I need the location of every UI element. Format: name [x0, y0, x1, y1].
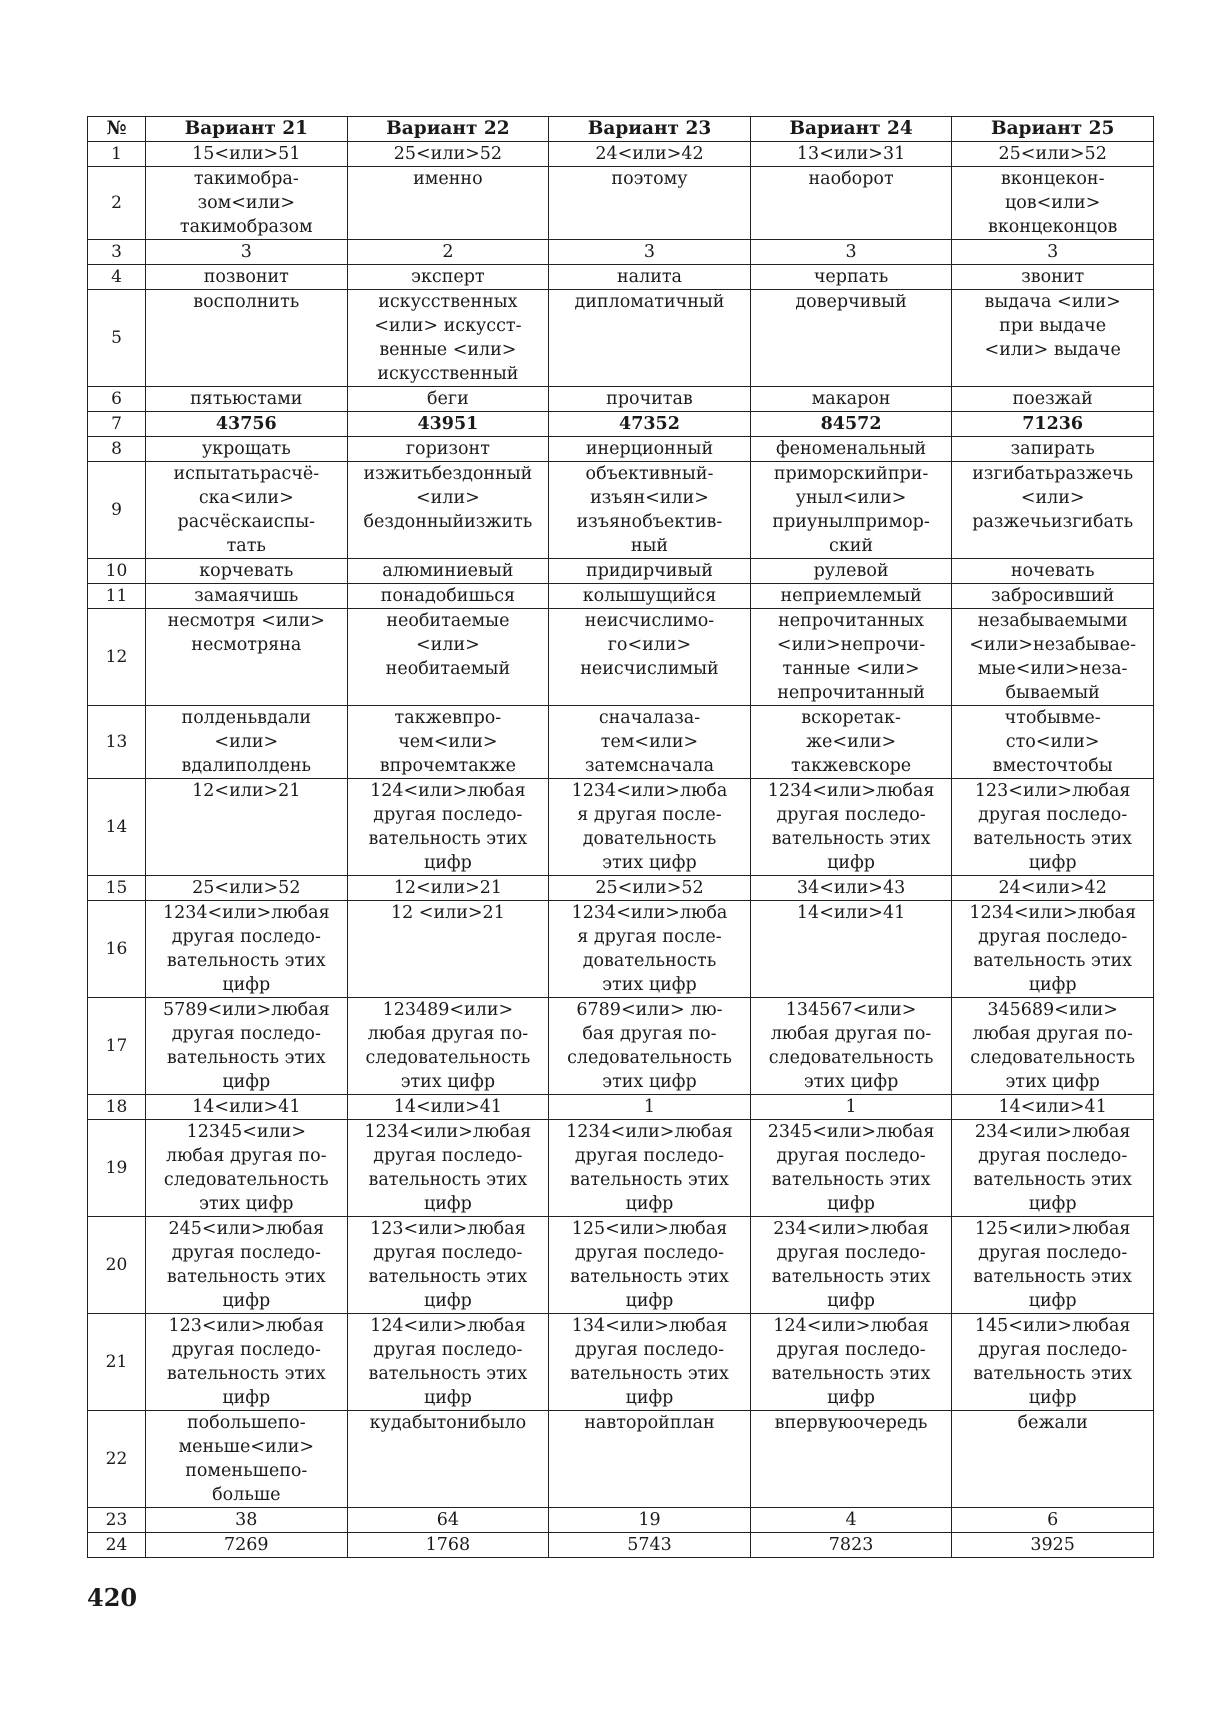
table-row: [88, 779, 1154, 876]
answer-cell-variant-25: 6: [952, 1508, 1154, 1533]
row-number-cell: 20: [88, 1217, 146, 1314]
answer-cell-variant-25: незабываемыми <или>незабывае- мые<или>неза- бываемый: [952, 609, 1154, 706]
answer-cell-variant-22: именно: [347, 167, 549, 240]
answer-cell-variant-21: укрощать: [146, 437, 348, 462]
answer-cell-variant-24: 3: [750, 240, 952, 265]
table-row: [88, 167, 1154, 240]
answer-cell-variant-22: эксперт: [347, 265, 549, 290]
table-row: [88, 412, 1154, 437]
answer-cell-variant-25: 234<или>любая другая последо- вательность этих цифр: [952, 1120, 1154, 1217]
row-number-cell: 11: [88, 584, 146, 609]
answer-cell-variant-22: изжитьбездонный <или> бездонныйизжить: [347, 462, 549, 559]
answer-cell-variant-23: инерционный: [549, 437, 751, 462]
answer-cell-variant-23: сначалаза- тем<или> затемсначала: [549, 706, 751, 779]
answer-cell-variant-25: 125<или>любая другая последо- вательность этих цифр: [952, 1217, 1154, 1314]
answer-cell-variant-23: навторойплан: [549, 1411, 751, 1508]
answer-cell-variant-22: кудабытонибыло: [347, 1411, 549, 1508]
table-header-row: [88, 117, 1154, 142]
answer-cell-variant-22: горизонт: [347, 437, 549, 462]
answer-cell-variant-25: изгибатьразжечь <или> разжечьизгибать: [952, 462, 1154, 559]
answer-cell-variant-22: такжевпро- чем<или> впрочемтакже: [347, 706, 549, 779]
answer-cell-variant-21: 14<или>41: [146, 1095, 348, 1120]
row-number-cell: 6: [88, 387, 146, 412]
answer-cell-variant-24: 14<или>41: [750, 901, 952, 998]
table-row: [88, 142, 1154, 167]
answer-cell-variant-24: 1: [750, 1095, 952, 1120]
table-row: [88, 462, 1154, 559]
answer-cell-variant-21: 43756: [146, 412, 348, 437]
answer-cell-variant-23: 1234<или>люба я другая после- довательность этих цифр: [549, 779, 751, 876]
answer-cell-variant-22: 123<или>любая другая последо- вательность этих цифр: [347, 1217, 549, 1314]
table-row: [88, 998, 1154, 1095]
answer-cell-variant-25: звонит: [952, 265, 1154, 290]
answer-cell-variant-25: ночевать: [952, 559, 1154, 584]
row-number-cell: 15: [88, 876, 146, 901]
answer-cell-variant-23: 47352: [549, 412, 751, 437]
row-number-cell: 24: [88, 1533, 146, 1558]
answer-cell-variant-24: макарон: [750, 387, 952, 412]
table-row: [88, 240, 1154, 265]
answer-cell-variant-22: алюминиевый: [347, 559, 549, 584]
answer-cell-variant-23: 6789<или> лю- бая другая по- следовательность этих цифр: [549, 998, 751, 1095]
row-number-cell: 1: [88, 142, 146, 167]
header-number: №: [88, 117, 146, 142]
answer-cell-variant-21: пятьюстами: [146, 387, 348, 412]
answer-cell-variant-21: замаячишь: [146, 584, 348, 609]
header-variant-21: Вариант 21: [146, 117, 348, 142]
answer-cell-variant-25: вконцекон- цов<или> вконцеконцов: [952, 167, 1154, 240]
table-row: [88, 290, 1154, 387]
row-number-cell: 14: [88, 779, 146, 876]
answer-cell-variant-24: черпать: [750, 265, 952, 290]
answer-cell-variant-21: 25<или>52: [146, 876, 348, 901]
answer-cell-variant-22: 64: [347, 1508, 549, 1533]
answer-cell-variant-22: 43951: [347, 412, 549, 437]
answer-cell-variant-24: наоборот: [750, 167, 952, 240]
answer-cell-variant-25: 1234<или>любая другая последо- вательность этих цифр: [952, 901, 1154, 998]
answer-cell-variant-24: 34<или>43: [750, 876, 952, 901]
row-number-cell: 22: [88, 1411, 146, 1508]
answer-cell-variant-25: 123<или>любая другая последо- вательность этих цифр: [952, 779, 1154, 876]
row-number-cell: 10: [88, 559, 146, 584]
answer-cell-variant-23: придирчивый: [549, 559, 751, 584]
answer-cell-variant-24: 4: [750, 1508, 952, 1533]
header-variant-22: Вариант 22: [347, 117, 549, 142]
row-number-cell: 19: [88, 1120, 146, 1217]
answer-cell-variant-23: 19: [549, 1508, 751, 1533]
answer-cell-variant-21: 245<или>любая другая последо- вательность этих цифр: [146, 1217, 348, 1314]
answer-cell-variant-22: понадобишься: [347, 584, 549, 609]
header-variant-23: Вариант 23: [549, 117, 751, 142]
answer-cell-variant-25: 345689<или> любая другая по- следовательность этих цифр: [952, 998, 1154, 1095]
answer-cell-variant-23: колышущийся: [549, 584, 751, 609]
answer-cell-variant-22: беги: [347, 387, 549, 412]
answer-cell-variant-24: феноменальный: [750, 437, 952, 462]
table-row: [88, 559, 1154, 584]
answer-cell-variant-22: искусственных <или> искусст- венные <или> искусственный: [347, 290, 549, 387]
row-number-cell: 8: [88, 437, 146, 462]
answer-cell-variant-24: вскоретак- же<или> такжевскоре: [750, 706, 952, 779]
answer-cell-variant-25: 3: [952, 240, 1154, 265]
table-body: [88, 142, 1154, 1558]
answer-cell-variant-23: неисчислимо- го<или> неисчислимый: [549, 609, 751, 706]
answer-cell-variant-25: 25<или>52: [952, 142, 1154, 167]
answer-cell-variant-21: 1234<или>любая другая последо- вательность этих цифр: [146, 901, 348, 998]
answer-cell-variant-23: 5743: [549, 1533, 751, 1558]
answer-cell-variant-24: 234<или>любая другая последо- вательность этих цифр: [750, 1217, 952, 1314]
answer-cell-variant-23: 134<или>любая другая последо- вательность этих цифр: [549, 1314, 751, 1411]
answer-cell-variant-21: 5789<или>любая другая последо- вательность этих цифр: [146, 998, 348, 1095]
row-number-cell: 3: [88, 240, 146, 265]
answer-cell-variant-21: 12345<или> любая другая по- следовательность этих цифр: [146, 1120, 348, 1217]
answer-cell-variant-25: 3925: [952, 1533, 1154, 1558]
row-number-cell: 13: [88, 706, 146, 779]
answer-cell-variant-24: 84572: [750, 412, 952, 437]
answer-cell-variant-24: 134567<или> любая другая по- следовательность этих цифр: [750, 998, 952, 1095]
table-row: [88, 1120, 1154, 1217]
answer-cell-variant-23: поэтому: [549, 167, 751, 240]
row-number-cell: 23: [88, 1508, 146, 1533]
answer-cell-variant-21: 123<или>любая другая последо- вательность этих цифр: [146, 1314, 348, 1411]
row-number-cell: 9: [88, 462, 146, 559]
answer-cell-variant-23: 125<или>любая другая последо- вательность этих цифр: [549, 1217, 751, 1314]
answer-cell-variant-22: 12<или>21: [347, 876, 549, 901]
row-number-cell: 18: [88, 1095, 146, 1120]
table-row: [88, 584, 1154, 609]
answer-cell-variant-24: 1234<или>любая другая последо- вательность этих цифр: [750, 779, 952, 876]
answer-cell-variant-22: 25<или>52: [347, 142, 549, 167]
answer-cell-variant-23: дипломатичный: [549, 290, 751, 387]
answer-cell-variant-25: чтобывме- сто<или> вместочтобы: [952, 706, 1154, 779]
answer-cell-variant-21: такимобра- зом<или> такимобразом: [146, 167, 348, 240]
table-row: [88, 1314, 1154, 1411]
answer-cell-variant-23: налита: [549, 265, 751, 290]
answer-cell-variant-22: 12 <или>21: [347, 901, 549, 998]
table-row: [88, 1095, 1154, 1120]
answer-cell-variant-23: объективный- изъян<или> изъянобъектив- ный: [549, 462, 751, 559]
answer-cell-variant-24: рулевой: [750, 559, 952, 584]
answer-cell-variant-22: 124<или>любая другая последо- вательность этих цифр: [347, 1314, 549, 1411]
answer-cell-variant-24: доверчивый: [750, 290, 952, 387]
answer-cell-variant-21: несмотря <или> несмотряна: [146, 609, 348, 706]
table-row: [88, 901, 1154, 998]
answer-cell-variant-23: 3: [549, 240, 751, 265]
answer-cell-variant-24: 2345<или>любая другая последо- вательность этих цифр: [750, 1120, 952, 1217]
answer-cell-variant-25: бежали: [952, 1411, 1154, 1508]
table-row: [88, 1411, 1154, 1508]
answer-cell-variant-23: 1: [549, 1095, 751, 1120]
table-row: [88, 1217, 1154, 1314]
answer-cell-variant-24: 13<или>31: [750, 142, 952, 167]
answer-cell-variant-24: впервуюочередь: [750, 1411, 952, 1508]
answer-cell-variant-22: 124<или>любая другая последо- вательность этих цифр: [347, 779, 549, 876]
answer-cell-variant-23: 24<или>42: [549, 142, 751, 167]
answer-cell-variant-21: восполнить: [146, 290, 348, 387]
answer-cell-variant-21: корчевать: [146, 559, 348, 584]
row-number-cell: 4: [88, 265, 146, 290]
answer-cell-variant-25: 71236: [952, 412, 1154, 437]
answer-cell-variant-24: непрочитанных <или>непрочи- танные <или> непрочитанный: [750, 609, 952, 706]
table-row: [88, 387, 1154, 412]
row-number-cell: 2: [88, 167, 146, 240]
answer-cell-variant-25: забросивший: [952, 584, 1154, 609]
answer-cell-variant-21: 12<или>21: [146, 779, 348, 876]
header-variant-24: Вариант 24: [750, 117, 952, 142]
table-row: [88, 876, 1154, 901]
answer-table: [87, 116, 1154, 1558]
answer-cell-variant-25: поезжай: [952, 387, 1154, 412]
answer-cell-variant-23: 1234<или>любая другая последо- вательность этих цифр: [549, 1120, 751, 1217]
answer-cell-variant-22: 1234<или>любая другая последо- вательность этих цифр: [347, 1120, 549, 1217]
row-number-cell: 16: [88, 901, 146, 998]
answer-cell-variant-25: 14<или>41: [952, 1095, 1154, 1120]
answer-cell-variant-23: 25<или>52: [549, 876, 751, 901]
row-number-cell: 12: [88, 609, 146, 706]
header-variant-25: Вариант 25: [952, 117, 1154, 142]
answer-cell-variant-25: 24<или>42: [952, 876, 1154, 901]
answer-cell-variant-24: неприемлемый: [750, 584, 952, 609]
answer-cell-variant-24: 7823: [750, 1533, 952, 1558]
answer-cell-variant-22: 2: [347, 240, 549, 265]
table-row: [88, 1508, 1154, 1533]
answer-cell-variant-22: 123489<или> любая другая по- следовательность этих цифр: [347, 998, 549, 1095]
answer-cell-variant-22: 1768: [347, 1533, 549, 1558]
answer-cell-variant-21: полденьвдали <или> вдалиполдень: [146, 706, 348, 779]
answer-cell-variant-21: побольшепо- меньше<или> поменьшепо- больше: [146, 1411, 348, 1508]
answer-cell-variant-23: прочитав: [549, 387, 751, 412]
answer-cell-variant-21: испытатьрасчё- ска<или> расчёскаиспы- тать: [146, 462, 348, 559]
answer-cell-variant-23: 1234<или>люба я другая после- довательность этих цифр: [549, 901, 751, 998]
answer-cell-variant-22: необитаемые <или> необитаемый: [347, 609, 549, 706]
row-number-cell: 5: [88, 290, 146, 387]
answer-cell-variant-21: 15<или>51: [146, 142, 348, 167]
answer-cell-variant-21: 38: [146, 1508, 348, 1533]
table-row: [88, 706, 1154, 779]
row-number-cell: 17: [88, 998, 146, 1095]
row-number-cell: 7: [88, 412, 146, 437]
answer-cell-variant-24: 124<или>любая другая последо- вательность этих цифр: [750, 1314, 952, 1411]
answer-cell-variant-21: 7269: [146, 1533, 348, 1558]
answer-cell-variant-21: 3: [146, 240, 348, 265]
answer-cell-variant-25: запирать: [952, 437, 1154, 462]
table-row: [88, 265, 1154, 290]
table-row: [88, 1533, 1154, 1558]
answer-cell-variant-24: приморскийпри- уныл<или> приунылпримор- ский: [750, 462, 952, 559]
answer-cell-variant-22: 14<или>41: [347, 1095, 549, 1120]
answer-cell-variant-21: позвонит: [146, 265, 348, 290]
answer-cell-variant-25: 145<или>любая другая последо- вательность этих цифр: [952, 1314, 1154, 1411]
row-number-cell: 21: [88, 1314, 146, 1411]
table-row: [88, 437, 1154, 462]
page-number: 420: [87, 1583, 138, 1612]
table-row: [88, 609, 1154, 706]
answer-cell-variant-25: выдача <или> при выдаче <или> выдаче: [952, 290, 1154, 387]
